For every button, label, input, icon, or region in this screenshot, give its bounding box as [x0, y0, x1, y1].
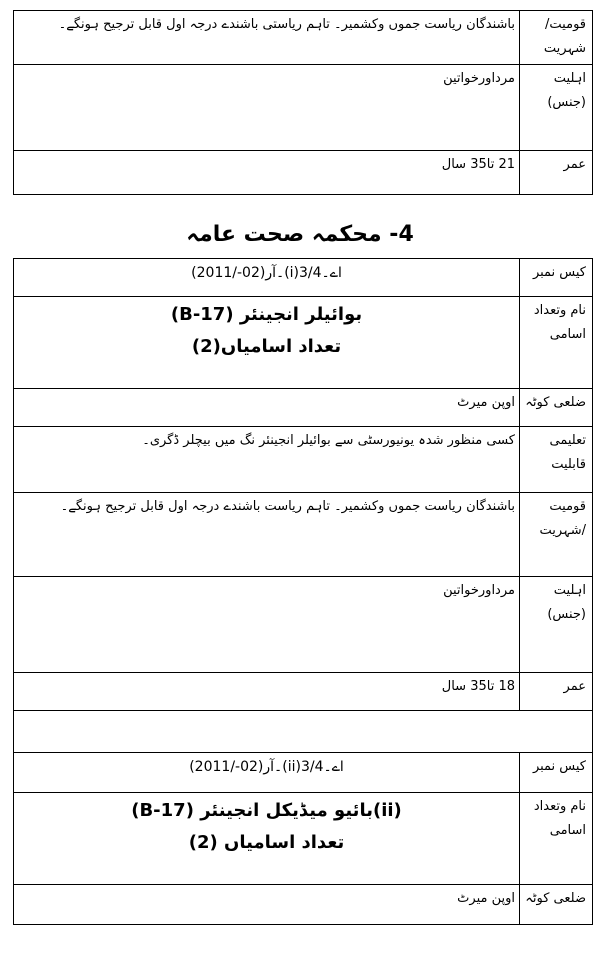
nationality-value: باشندگان ریاست جموں وکشمیر۔ تاہم ریاستی باشندے درجہ اول قابل ترجیح ہونگے۔ — [14, 11, 520, 65]
qualification-label — [520, 427, 593, 493]
age-value: 18 تا35 سال — [14, 673, 520, 711]
case-number-value-2: اے۔3/4(ii)۔آر(02-/2011) — [14, 753, 520, 793]
post-name-value-2 — [14, 793, 520, 885]
post-name-label-2-line2: اسامی — [549, 823, 586, 838]
eligibility-label-line2: (جنس) — [547, 95, 586, 110]
quota-value: اوپن میرٹ — [14, 389, 520, 427]
post-count-2: تعداد اسامیاں (2) — [188, 832, 345, 853]
quota-label: ضلعی کوٹہ — [520, 389, 593, 427]
eligibility-label-line1: اہلیت — [553, 583, 586, 598]
quota-label-2: ضلعی کوٹہ — [520, 885, 593, 925]
top-requirements-table — [13, 10, 593, 195]
nationality-label: قومیت/شہریت — [520, 11, 593, 65]
case-number-label-2: کیس نمبر — [520, 753, 593, 793]
post-title-2: (ii)بائیو میڈیکل انجینئر (B-17) — [131, 800, 402, 821]
age-value: 21 تا35 سال — [14, 151, 520, 195]
eligibility-label-line1: اہلیت — [553, 71, 586, 86]
post-name-label-line1: نام وتعداد — [533, 303, 586, 318]
health-department-table — [13, 258, 593, 925]
quota-value-2: اوپن میرٹ — [14, 885, 520, 925]
eligibility-value: مرداورخواتین — [14, 577, 520, 673]
post-title: بوائیلر انجینئر (B-17) — [170, 304, 363, 325]
post-name-label-2-line1: نام وتعداد — [533, 799, 586, 814]
eligibility-value: مرداورخواتین — [14, 65, 520, 151]
qualification-value: کسی منظور شدہ یونیورسٹی سے بوائیلر انجینئر نگ میں بیچلر ڈگری۔ — [14, 427, 520, 493]
post-count: تعداد اسامیاں(2) — [191, 336, 342, 357]
qualification-label-line1: تعلیمی — [549, 433, 586, 448]
post-name-label — [520, 297, 593, 389]
case-number-value: اے۔3/4(i)۔آر(02-/2011) — [14, 259, 520, 297]
nationality-label-line1: قومیت — [549, 499, 586, 514]
section-heading: 4- محکمہ صحت عامہ — [186, 222, 414, 247]
eligibility-label — [520, 65, 593, 151]
age-label: عمر — [520, 673, 593, 711]
post-name-label-line2: اسامی — [549, 327, 586, 342]
nationality-label-line2: /شہریت — [539, 523, 586, 538]
age-label: عمر — [520, 151, 593, 195]
eligibility-label — [520, 577, 593, 673]
post-name-label-2 — [520, 793, 593, 885]
eligibility-label-line2: (جنس) — [547, 607, 586, 622]
nationality-value: باشندگان ریاست جموں وکشمیر۔ تاہم ریاست باشندے درجہ اول قابل ترجیح ہونگے۔ — [14, 493, 520, 577]
nationality-label — [520, 493, 593, 577]
empty-separator-row — [14, 711, 593, 753]
post-name-value — [14, 297, 520, 389]
case-number-label: کیس نمبر — [520, 259, 593, 297]
qualification-label-line2: قابلیت — [551, 457, 586, 472]
